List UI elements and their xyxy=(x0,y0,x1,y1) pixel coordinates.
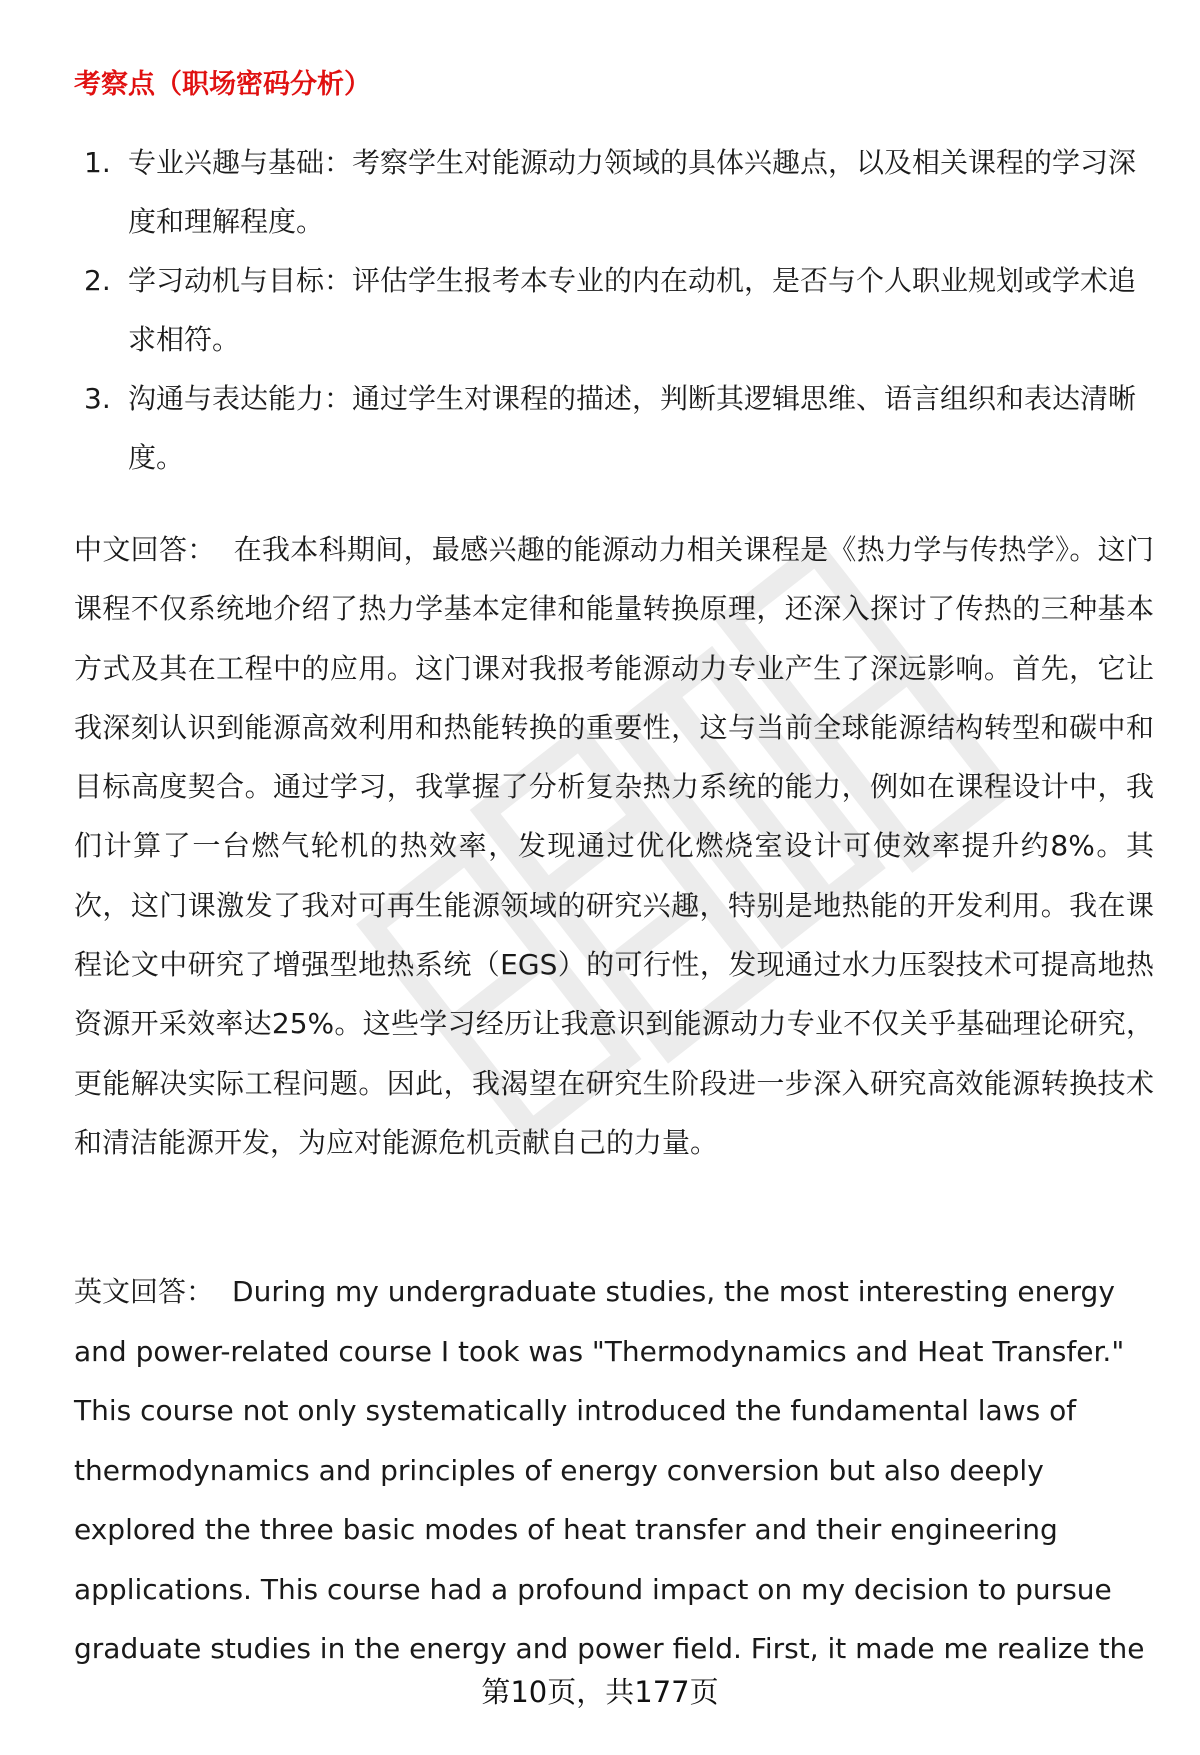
assessment-points-list xyxy=(74,133,1154,487)
list-item-number: 1. xyxy=(84,146,111,179)
english-answer-paragraph xyxy=(74,1262,1154,1679)
list-item-text: 专业兴趣与基础：考察学生对能源动力领域的具体兴趣点，以及相关课程的学习深度和理解程度。 xyxy=(128,146,1137,238)
english-answer-text: During my undergraduate studies, the most interesting energy and power-related course I took was "Thermodynamics and Heat Transfer." This course not only systematically introduced the fundamental laws of thermodynamics and principles of energy conversion but also deeply explored the three basic modes of heat transfer and their engineering applications. This course had a profound impact on my decision to pursue graduate studies in the energy and power field. First, it made me realize the xyxy=(74,1275,1145,1665)
list-item-number: 2. xyxy=(84,264,111,297)
chinese-answer-text: 在我本科期间，最感兴趣的能源动力相关课程是《热力学与传热学》。这门课程不仅系统地介绍了热力学基本定律和能量转换原理，还深入探讨了传热的三种基本方式及其在工程中的应用。这门课对我报考能源动力专业产生了深远影响。首先，它让我深刻认识到能源高效利用和热能转换的重要性，这与当前全球能源结构转型和碳中和目标高度契合。通过学习，我掌握了分析复杂热力系统的能力，例如在课程设计中，我们计算了一台燃气轮机的热效率，发现通过优化燃烧室设计可使效率提升约8%。其次，这门课激发了我对可再生能源领域的研究兴趣，特别是地热能的开发利用。我在课程论文中研究了增强型地热系统（EGS）的可行性，发现通过水力压裂技术可提高地热资源开采效率达25%。这些学习经历让我意识到能源动力专业不仅关乎基础理论研究，更能解决实际工程问题。因此，我渴望在研究生阶段进一步深入研究高效能源转换技术和清洁能源开发，为应对能源危机贡献自己的力量。 xyxy=(74,533,1154,1159)
english-answer-label: 英文回答： xyxy=(74,1275,215,1308)
list-item xyxy=(74,251,1154,369)
list-item xyxy=(74,369,1154,487)
chinese-answer-paragraph xyxy=(74,520,1154,1172)
list-item-text: 学习动机与目标：评估学生报考本专业的内在动机，是否与个人职业规划或学术追求相符。 xyxy=(128,264,1137,356)
list-item-number: 3. xyxy=(84,382,111,415)
chinese-answer-label: 中文回答： xyxy=(74,533,216,566)
page-number-footer: 第10页，共177页 xyxy=(481,1675,719,1709)
section-title: 考察点（职场密码分析） xyxy=(74,69,371,100)
list-item xyxy=(74,133,1154,251)
list-item-text: 沟通与表达能力：通过学生对课程的描述，判断其逻辑思维、语言组织和表达清晰度。 xyxy=(128,382,1137,474)
